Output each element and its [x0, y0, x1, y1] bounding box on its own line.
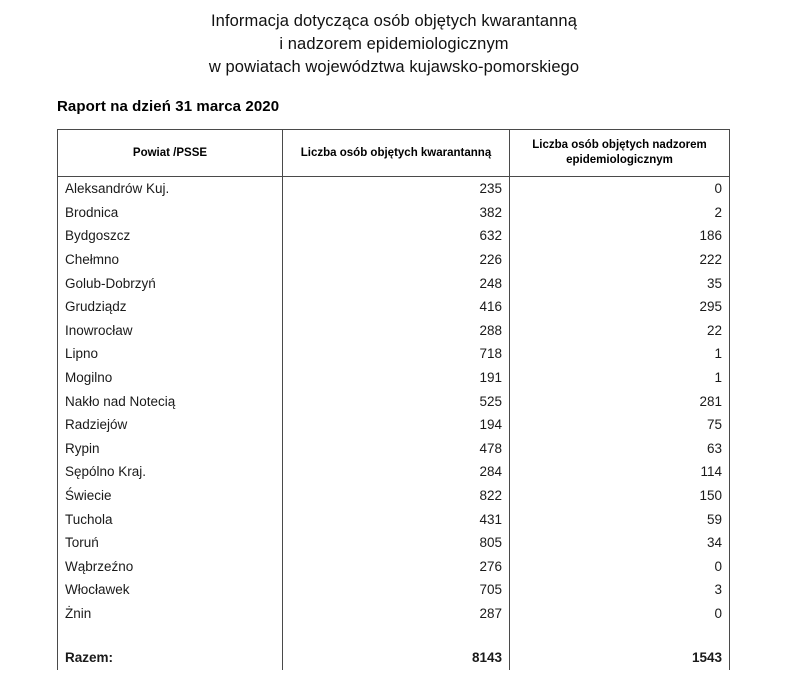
cell-powiat: Tuchola — [58, 507, 283, 531]
cell-kwarantanna: 382 — [283, 201, 510, 225]
table-row — [58, 366, 730, 390]
cell-powiat: Radziejów — [58, 413, 283, 437]
cell-kwarantanna: 705 — [283, 578, 510, 602]
table-row — [58, 271, 730, 295]
cell-nadzor: 3 — [510, 578, 730, 602]
table-row — [58, 319, 730, 343]
table-row — [58, 555, 730, 579]
spacer-cell — [283, 625, 510, 645]
cell-kwarantanna: 632 — [283, 224, 510, 248]
cell-powiat: Nakło nad Notecią — [58, 389, 283, 413]
cell-powiat: Rypin — [58, 437, 283, 461]
cell-nadzor: 34 — [510, 531, 730, 555]
table-row — [58, 507, 730, 531]
report-table-container — [57, 129, 729, 670]
cell-powiat: Brodnica — [58, 201, 283, 225]
table-body — [58, 177, 730, 671]
cell-kwarantanna: 718 — [283, 342, 510, 366]
cell-kwarantanna: 478 — [283, 437, 510, 461]
cell-kwarantanna: 416 — [283, 295, 510, 319]
cell-kwarantanna: 194 — [283, 413, 510, 437]
cell-powiat: Mogilno — [58, 366, 283, 390]
spacer-cell — [510, 625, 730, 645]
cell-kwarantanna: 248 — [283, 271, 510, 295]
document-title — [0, 0, 788, 79]
cell-kwarantanna: 191 — [283, 366, 510, 390]
cell-nadzor: 22 — [510, 319, 730, 343]
cell-nadzor: 1 — [510, 366, 730, 390]
table-row — [58, 484, 730, 508]
column-header-kwarantanna: Liczba osób objętych kwarantanną — [283, 130, 510, 177]
cell-powiat: Lipno — [58, 342, 283, 366]
table-header-row — [58, 130, 730, 177]
report-date: Raport na dzień 31 marca 2020 — [57, 98, 280, 115]
table-row — [58, 342, 730, 366]
table-row — [58, 248, 730, 272]
cell-nadzor: 295 — [510, 295, 730, 319]
cell-powiat: Grudziądz — [58, 295, 283, 319]
cell-powiat: Wąbrzeźno — [58, 555, 283, 579]
cell-powiat: Golub-Dobrzyń — [58, 271, 283, 295]
cell-powiat: Toruń — [58, 531, 283, 555]
table-row — [58, 224, 730, 248]
cell-kwarantanna: 288 — [283, 319, 510, 343]
cell-powiat: Żnin — [58, 602, 283, 626]
total-nadzor: 1543 — [510, 645, 730, 670]
cell-kwarantanna: 525 — [283, 389, 510, 413]
cell-nadzor: 150 — [510, 484, 730, 508]
column-header-powiat: Powiat /PSSE — [58, 130, 283, 177]
cell-powiat: Chełmno — [58, 248, 283, 272]
total-kwarantanna: 8143 — [283, 645, 510, 670]
table-row — [58, 201, 730, 225]
title-line-2: i nadzorem epidemiologicznym — [279, 35, 509, 53]
cell-nadzor: 35 — [510, 271, 730, 295]
cell-kwarantanna: 431 — [283, 507, 510, 531]
cell-nadzor: 222 — [510, 248, 730, 272]
cell-nadzor: 0 — [510, 602, 730, 626]
cell-powiat: Bydgoszcz — [58, 224, 283, 248]
cell-kwarantanna: 235 — [283, 177, 510, 201]
total-label: Razem: — [58, 645, 283, 670]
cell-nadzor: 114 — [510, 460, 730, 484]
quarantine-report-table — [57, 129, 730, 670]
cell-nadzor: 75 — [510, 413, 730, 437]
table-spacer-row — [58, 625, 730, 645]
table-row — [58, 460, 730, 484]
cell-kwarantanna: 226 — [283, 248, 510, 272]
table-row — [58, 413, 730, 437]
title-line-1: Informacja dotycząca osób objętych kwarantanną — [211, 12, 577, 30]
cell-kwarantanna: 822 — [283, 484, 510, 508]
table-row — [58, 531, 730, 555]
cell-nadzor: 2 — [510, 201, 730, 225]
cell-powiat: Aleksandrów Kuj. — [58, 177, 283, 201]
cell-nadzor: 186 — [510, 224, 730, 248]
cell-nadzor: 63 — [510, 437, 730, 461]
cell-kwarantanna: 805 — [283, 531, 510, 555]
cell-powiat: Włocławek — [58, 578, 283, 602]
cell-powiat: Inowrocław — [58, 319, 283, 343]
cell-kwarantanna: 287 — [283, 602, 510, 626]
table-row — [58, 177, 730, 201]
cell-nadzor: 0 — [510, 177, 730, 201]
cell-powiat: Świecie — [58, 484, 283, 508]
column-header-nadzor: Liczba osób objętych nadzorem epidemiologicznym — [510, 130, 730, 177]
table-row — [58, 389, 730, 413]
cell-nadzor: 0 — [510, 555, 730, 579]
title-line-3: w powiatach województwa kujawsko-pomorskiego — [208, 58, 580, 76]
cell-nadzor: 281 — [510, 389, 730, 413]
cell-kwarantanna: 276 — [283, 555, 510, 579]
table-row — [58, 578, 730, 602]
table-row — [58, 295, 730, 319]
table-row — [58, 437, 730, 461]
table-total-row — [58, 645, 730, 670]
cell-kwarantanna: 284 — [283, 460, 510, 484]
table-row — [58, 602, 730, 626]
cell-nadzor: 1 — [510, 342, 730, 366]
spacer-cell — [58, 625, 283, 645]
cell-nadzor: 59 — [510, 507, 730, 531]
cell-powiat: Sępólno Kraj. — [58, 460, 283, 484]
